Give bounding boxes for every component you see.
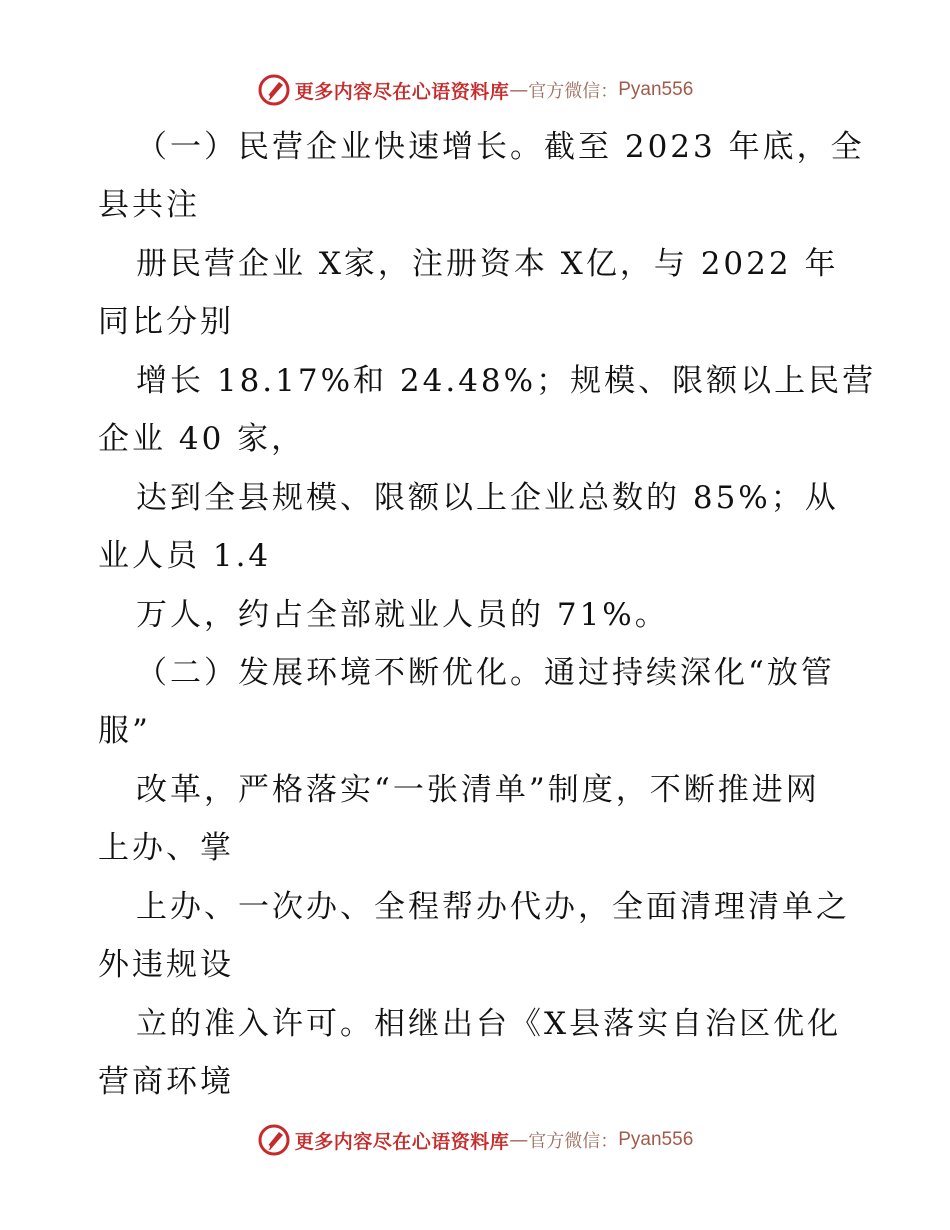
text-line: 万人，约占全部就业人员的 71%。	[136, 597, 669, 633]
text-line: 改革，严格落实“一张清单”制度，不断推进网	[136, 772, 820, 808]
wechat-id: Pyan556	[618, 79, 694, 100]
text-line: 册民营企业 X家，注册资本 X亿，与 2022 年	[136, 246, 839, 282]
text-line: 服”	[98, 713, 151, 749]
text-line: 外违规设	[98, 947, 234, 983]
text-line: 达到全县规模、限额以上企业总数的 85%；从	[136, 480, 839, 516]
watermark-dash: —	[509, 1129, 529, 1151]
pen-circle-logo-icon	[257, 73, 291, 107]
wechat-id: Pyan556	[618, 1129, 694, 1150]
wechat-label: 官方微信：	[528, 81, 619, 102]
text-line: 同比分别	[98, 304, 234, 340]
text-line: （一）民营企业快速增长。截至 2023 年底，全	[136, 129, 865, 165]
text-line: 业人员 1.4	[98, 538, 272, 574]
text-line: 营商环境	[98, 1064, 234, 1100]
text-line: 上办、一次办、全程帮办代办，全面清理清单之	[136, 889, 850, 925]
pen-circle-logo-icon	[257, 1123, 291, 1157]
footer-watermark	[0, 1120, 950, 1160]
text-line: 增长 18.17%和 24.48%；规模、限额以上民营	[136, 363, 877, 399]
watermark-dash: —	[509, 79, 529, 101]
wechat-label: 官方微信：	[528, 1131, 619, 1152]
watermark-text: 更多内容尽在心语资料库	[294, 1130, 510, 1153]
text-line: 县共注	[98, 187, 200, 223]
text-line: （二）发展环境不断优化。通过持续深化“放管	[136, 655, 835, 691]
text-line: 企业 40 家，	[98, 421, 306, 457]
text-line: 立的准入许可。相继出台《X县落实自治区优化	[136, 1006, 842, 1042]
watermark-text: 更多内容尽在心语资料库	[294, 80, 510, 103]
header-watermark	[0, 70, 950, 110]
text-line: 上办、掌	[98, 830, 234, 866]
